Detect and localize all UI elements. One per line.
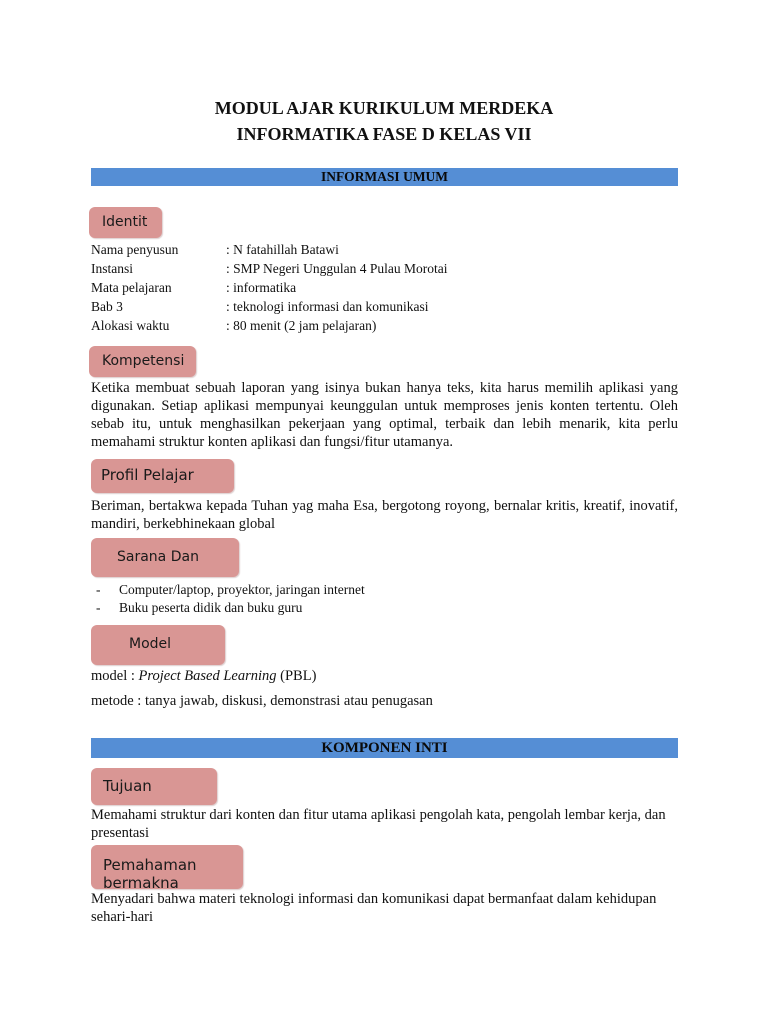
kompetensi-paragraph: Ketika membuat sebuah laporan yang isinya bukan hanya teks, kita harus memilih aplikasi yang digunakan. Setiap aplikasi mempunyai keunggulan untuk memproses jenis konten tertentu. Oleh sebab itu, untuk menghasilkan pekerjaan yang optimal, terbaik dan lebih menarik, kita perlu memahami struktur konten aplikasi dan fungsi/fitur utamanya. — [91, 380, 678, 450]
list-bullet: - — [96, 600, 101, 615]
document-title-line-2: INFORMATIKA FASE D KELAS VII — [236, 124, 532, 144]
tag-identitas: Identit — [89, 207, 162, 238]
tag-pemahaman — [91, 845, 243, 889]
list-item-sarana-2: Buku peserta didik dan buku guru — [119, 600, 303, 615]
tag-kompetensi: Kompetensi — [89, 346, 196, 377]
info-value-nama: : N fatahillah Batawi — [226, 242, 339, 257]
document-title-line-1: MODUL AJAR KURIKULUM MERDEKA — [214, 98, 554, 118]
info-label-nama: Nama penyusun — [91, 242, 179, 257]
info-label-alokasi: Alokasi waktu — [91, 318, 170, 333]
pemahaman-paragraph: Menyadari bahwa materi teknologi informasi dan komunikasi dapat bermanfaat dalam kehidupan sehari-hari — [91, 891, 657, 925]
model-line — [91, 667, 316, 685]
list-bullet: - — [96, 582, 101, 597]
section-header-informasi-umum: INFORMASI UMUM — [91, 168, 678, 186]
tag-profil-pelajar: Profil Pelajar — [91, 459, 234, 493]
model-name: Project Based Learning — [138, 668, 277, 684]
tujuan-paragraph: Memahami struktur dari konten dan fitur utama aplikasi pengolah kata, pengolah lembar kerja, dan presentasi — [91, 807, 666, 841]
model-prefix: model : — [91, 668, 139, 684]
info-label-bab: Bab 3 — [91, 299, 123, 314]
section-header-komponen-inti: KOMPONEN INTI — [91, 738, 678, 758]
profil-paragraph: Beriman, bertakwa kepada Tuhan yag maha Esa, bergotong royong, bernalar kritis, kreatif, inovatif, mandiri, berkebhinekaan global — [91, 498, 678, 532]
info-value-alokasi: : 80 menit (2 jam pelajaran) — [226, 318, 377, 333]
tag-pemahaman-overflow-text: bermakna — [103, 874, 179, 889]
info-value-mapel: : informatika — [226, 280, 297, 295]
info-value-bab: : teknologi informasi dan komunikasi — [226, 299, 429, 314]
model-suffix: (PBL) — [276, 668, 317, 684]
tag-sarana: Sarana Dan — [91, 538, 239, 577]
info-value-instansi: : SMP Negeri Unggulan 4 Pulau Morotai — [226, 261, 448, 276]
tag-model: Model — [91, 625, 225, 665]
info-label-mapel: Mata pelajaran — [91, 280, 172, 295]
metode-line: metode : tanya jawab, diskusi, demonstrasi atau penugasan — [91, 693, 433, 709]
tag-pemahaman-text: Pemahaman — [103, 856, 197, 874]
list-item-sarana-1: Computer/laptop, proyektor, jaringan internet — [119, 582, 365, 597]
info-label-instansi: Instansi — [91, 261, 133, 276]
tag-tujuan: Tujuan — [91, 768, 217, 805]
